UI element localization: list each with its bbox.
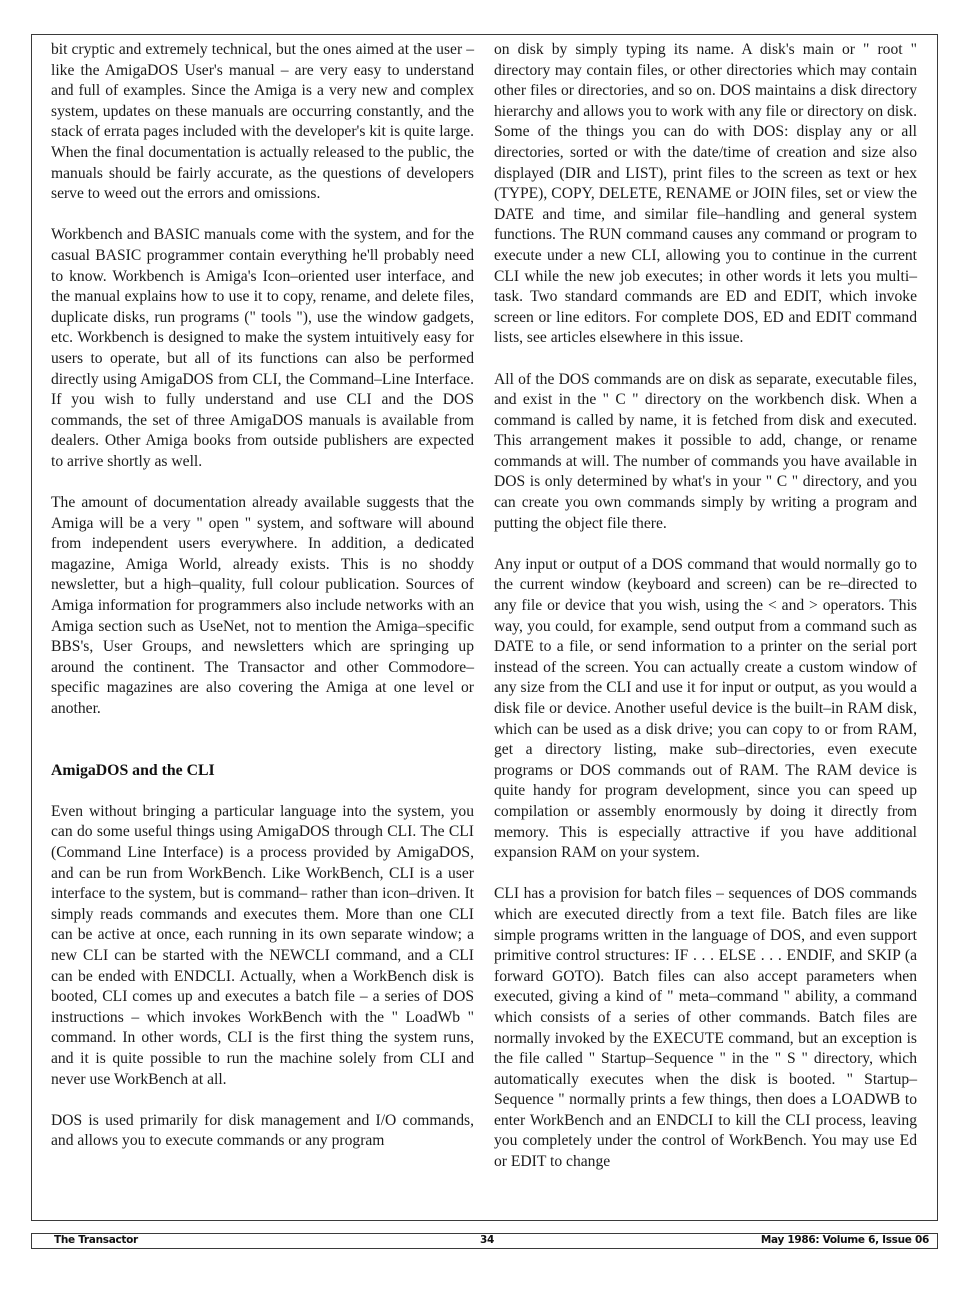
- page-footer: [31, 1233, 938, 1249]
- paragraph: DOS is used primarily for disk management and I/O commands, and allows you to execute commands or any program: [51, 1111, 474, 1150]
- right-column: [494, 40, 917, 1193]
- paragraph: Any input or output of a DOS command that would normally go to the current window (keyboard and screen) can be re–directed to any file or device that you wish, using the < and > operators. This way, you could, for example, send output from a command such as DATE to a file, or send information to a printer on the serial port instead of the screen. You can actually create a custom window of any size from the CLI and use it for input or output, as you would a disk file or device. Another useful device is the built–in RAM disk, which can be used as a disk drive; you can copy to or from RAM, get a directory listing, make sub–directories, even execute programs or DOS commands out of RAM. The RAM device is quite handy for program development, since you can speed up compilation or assembly enormously by doing it directly from memory. This is especially attractive if you have additional expansion RAM on your system.: [494, 555, 917, 862]
- paragraph: on disk by simply typing its name. A disk's main or " root " directory may contain files, or other directories which may contain other files or directories, and so on. DOS maintains a disk directory hierarchy and allows you to work with any file or directory on disk. Some of the things you can do with DOS: display any or all directories, sorted or with the date/time of creation and size also displayed (DIR and LIST), print files to the screen as text or hex (TYPE), COPY, DELETE, RENAME or JOIN files, set or view the DATE and time, and similar file–handling and general system functions. The RUN command causes any command or program to execute under a new CLI, allowing you to continue in the current CLI while the new job executes; in other words it lets you multi–task. Two standard commands are ED and EDIT, which invoke screen or line editors. For complete DOS, ED and EDIT command lists, see articles elsewhere in this issue.: [494, 41, 917, 347]
- paragraph: bit cryptic and extremely technical, but the ones aimed at the user – like the AmigaDOS User's manual – are very easy to understand and full of examples. Since the Amiga is a very new and complex system, updates on these manuals are occurring constantly, and the stack of errata pages included with the developer's kit is quite large. When the final documentation is actually released to the public, the manuals should be fairly accurate, as the questions of developers serve to weed out the errors and omissions.: [51, 41, 474, 203]
- paragraph: The amount of documentation already available suggests that the Amiga will be a very " open " system, and software will abound from independent users everywhere. In addition, a dedicated magazine, Amiga World, already exists. This is no shoddy newsletter, but a high–quality, full colour publication. Sources of Amiga information for programmers also include networks with an Amiga section such as UseNet, not to mention the Amiga–specific BBS's, User Groups, and newsletters which are springing up around the continent. The Transactor and other Commodore–specific magazines are also covering the Amiga at one level or another.: [51, 494, 474, 717]
- left-column: [51, 40, 474, 1172]
- paragraph: Even without bringing a particular language into the system, you can do some useful things using AmigaDOS through CLI. The CLI (Command Line Interface) is a process provided by AmigaDOS, and can be run from WorkBench. Like WorkBench, CLI is a user interface to the system, but is command– rather than icon–driven. It simply reads commands and executes them. More than one CLI can be active at once, each running in its own separate window; a new CLI can be started with the NEWCLI command, and a CLI can be ended with ENDCLI. Actually, when a WorkBench disk is booted, CLI comes up and executes a batch file – a series of DOS instructions – which invokes WorkBench with the " LoadWb " command. In other words, CLI is the first thing the system runs, and it is quite possible to run the machine solely from CLI and never use WorkBench at all.: [51, 802, 474, 1088]
- paragraph: CLI has a provision for batch files – sequences of DOS commands which are executed directly from a text file. Batch files are like simple programs written in the language of DOS, and even support primitive control structures: IF . . . ELSE . . . ENDIF, and SKIP (a forward GOTO). Batch files can also accept parameters when executed, giving a kind of " meta–command " ability, a command which consists of a series of other commands. Batch files are normally invoked by the EXECUTE command, but an exception is the file called " Startup–Sequence " in the " S " directory, which automatically executes when the disk is booted. " Startup–Sequence " normally prints a few things, then does a LOADWB to enter WorkBench and an ENDCLI to kill the CLI process, leaving you completely under the control of WorkBench. You may use Ed or EDIT to change: [494, 885, 917, 1171]
- paragraph: All of the DOS commands are on disk as separate, executable files, and exist in the " C " directory on the workbench disk. When a command is called by name, it is fetched from disk and executed. This arrangement makes it possible to add, change, or rename commands at will. The number of commands you have available in DOS is only determined by what's in your " C " directory, and you can create you own commands simply by writing a program and putting the object file there.: [494, 370, 917, 532]
- section-heading: AmigaDOS and the CLI: [51, 761, 215, 779]
- issue-info: May 1986: Volume 6, Issue 06: [760, 1234, 929, 1246]
- page-number: 34: [480, 1234, 495, 1246]
- paragraph: Workbench and BASIC manuals come with the system, and for the casual BASIC programmer contain everything he'll probably need to know. Workbench is Amiga's Icon–oriented user interface, and the manual explains how to use it to copy, rename, and delete files, duplicate disks, run programs (" tools "), use the window gadgets, etc. Workbench is designed to make the system intuitively easy for users to operate, but all of its functions can also be performed directly using AmigaDOS from CLI, the Command–Line Interface. If you wish to fully understand and use CLI and the DOS commands, the set of three AmigaDOS manuals is available from dealers. Other Amiga books from outside publishers are expected to arrive shortly as well.: [51, 226, 474, 470]
- publication-name: The Transactor: [54, 1234, 138, 1246]
